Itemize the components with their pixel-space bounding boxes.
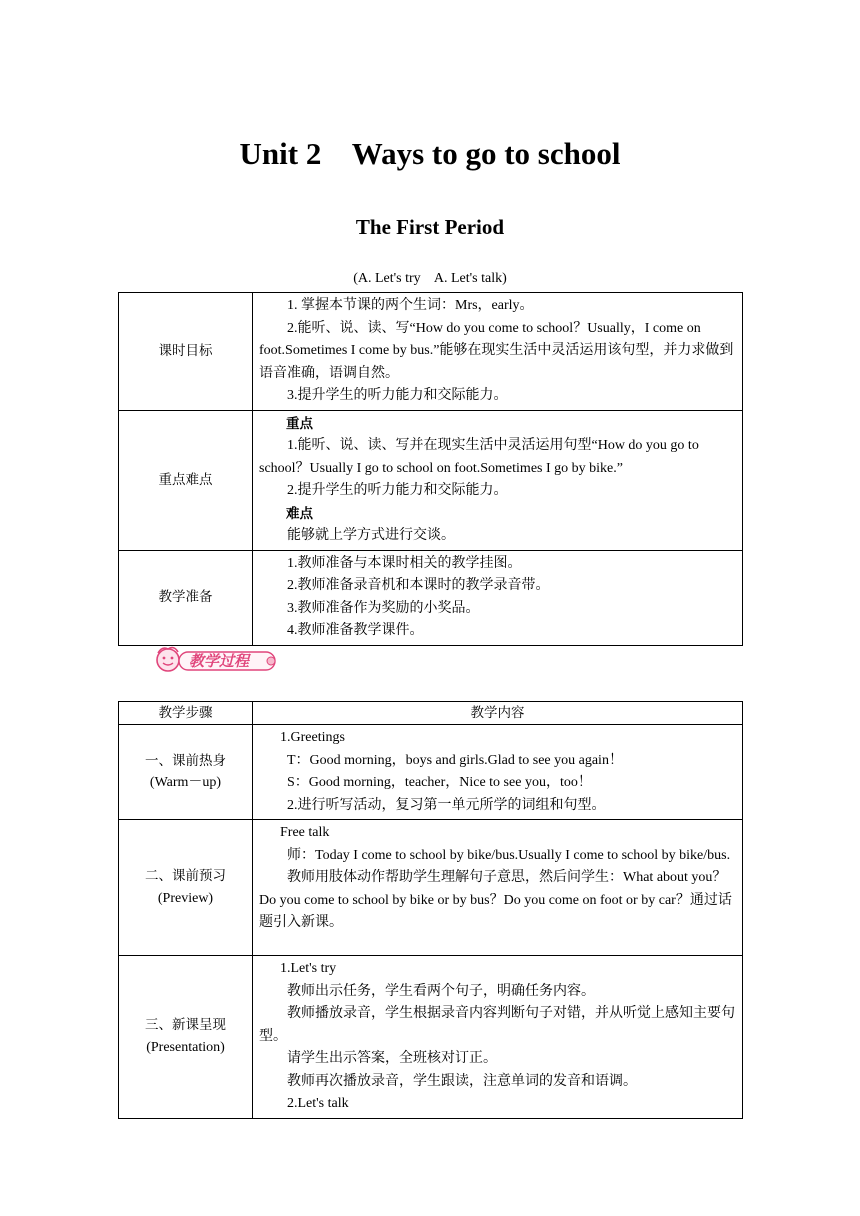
goals-line: 1. 掌握本节课的两个生词：Mrs，early。 bbox=[287, 298, 534, 313]
goals-content bbox=[253, 293, 743, 411]
table-row bbox=[119, 550, 743, 645]
focus-label: 重点难点 bbox=[119, 410, 253, 550]
key-point-line: 2.提升学生的听力能力和交际能力。 bbox=[287, 483, 508, 498]
content-line: 2.进行听写活动，复习第一单元所学的词组和句型。 bbox=[287, 797, 606, 813]
key-point-line: 1.能听、说、读、写并在现实生活中灵活运用句型“How do you go to school？Usually I go to school on foot.Sometimes I go by bike.” bbox=[259, 438, 699, 476]
badge-text: 教学过程 bbox=[189, 652, 250, 670]
difficult-point-title: 难点 bbox=[286, 505, 313, 522]
step-content bbox=[253, 956, 743, 1119]
prep-line: 4.教师准备教学课件。 bbox=[287, 623, 424, 638]
table-row bbox=[119, 956, 743, 1119]
prep-content bbox=[253, 550, 743, 645]
header-content: 教学内容 bbox=[253, 702, 743, 725]
prep-line: 1.教师准备与本课时相关的教学挂图。 bbox=[287, 555, 522, 571]
flower-icon bbox=[267, 657, 275, 665]
lesson-caption: (A. Let's try A. Let's talk) bbox=[353, 271, 507, 286]
table-row bbox=[119, 820, 743, 956]
content-line: T：Good morning，boys and girls.Glad to see you again！ bbox=[287, 752, 623, 768]
content-line: 教师用肢体动作帮助学生理解句子意思，然后问学生：What about you？Do you come to school by bike or by bus？Do you come on foot or by car？通过话题引入新课。 bbox=[259, 870, 732, 930]
step-subtitle: (Presentation) bbox=[146, 1039, 225, 1055]
content-line: 教师再次播放录音，学生跟读，注意单词的发音和语调。 bbox=[287, 1073, 637, 1089]
content-line: 教师出示任务，学生看两个句子，明确任务内容。 bbox=[287, 983, 595, 999]
step-title: 一、课前热身 bbox=[145, 752, 226, 769]
prep-label: 教学准备 bbox=[119, 550, 253, 645]
content-line: 教师播放录音，学生根据录音内容判断句子对错，并从听觉上感知主要句型。 bbox=[259, 1006, 735, 1044]
key-point-title: 重点 bbox=[286, 415, 313, 432]
focus-content bbox=[253, 410, 743, 550]
step-title: 二、课前预习 bbox=[145, 868, 226, 884]
step-content bbox=[253, 820, 743, 956]
lesson-plan-table bbox=[118, 292, 743, 646]
content-line: 师：Today I come to school by bike/bus.Usually I come to school by bike/bus. bbox=[287, 847, 731, 863]
cartoon-face-icon bbox=[157, 649, 179, 671]
table-header-row bbox=[119, 702, 743, 725]
header-step: 教学步骤 bbox=[119, 702, 253, 725]
prep-line: 2.教师准备录音机和本课时的教学录音带。 bbox=[287, 578, 550, 593]
step-subtitle: (Warm－up) bbox=[149, 775, 222, 790]
step-cell bbox=[119, 725, 253, 820]
difficult-point-line: 能够就上学方式进行交谈。 bbox=[287, 528, 455, 543]
table-row bbox=[119, 293, 743, 411]
step-content bbox=[253, 725, 743, 820]
page-title: Unit 2 Ways to go to school bbox=[239, 136, 621, 171]
content-line: S：Good morning，teacher，Nice to see you，too！ bbox=[287, 775, 592, 790]
content-line: Free talk bbox=[280, 825, 330, 840]
content-line: 2.Let's talk bbox=[287, 1096, 349, 1111]
table-row bbox=[119, 725, 743, 820]
teaching-process-table bbox=[118, 701, 743, 1119]
prep-line: 3.教师准备作为奖励的小奖品。 bbox=[287, 600, 480, 616]
step-subtitle: (Preview) bbox=[157, 890, 214, 906]
goals-line: 2.能听、说、读、写“How do you come to school？Usually，I come on foot.Sometimes I come by bus.”能够在现实生活中灵活运用该句型，并力求做到语音准确，语调自然。 bbox=[259, 320, 734, 381]
period-subtitle: The First Period bbox=[355, 215, 505, 239]
content-line: 请学生出示答案，全班核对订正。 bbox=[287, 1051, 497, 1066]
step-cell bbox=[119, 820, 253, 956]
goals-line: 3.提升学生的听力能力和交际能力。 bbox=[287, 388, 508, 403]
goals-label: 课时目标 bbox=[119, 293, 253, 411]
content-line: 1.Greetings bbox=[280, 730, 345, 745]
table-row bbox=[119, 410, 743, 550]
step-title: 三、新课呈现 bbox=[145, 1017, 226, 1034]
teaching-process-badge bbox=[153, 645, 281, 675]
content-line: 1.Let's try bbox=[280, 961, 337, 976]
step-cell bbox=[119, 956, 253, 1119]
